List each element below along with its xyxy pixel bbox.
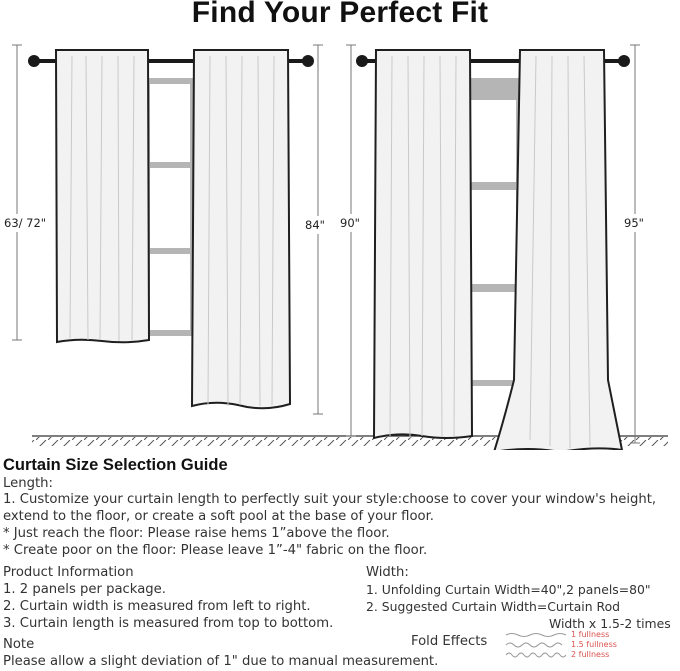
- width-line-3: Width x 1.5-2 times: [549, 616, 671, 631]
- right-short-measure-label: 90": [340, 216, 360, 230]
- product-line-3: 3. Curtain length is measured from top to bottom.: [3, 616, 334, 631]
- note-text: Please allow a slight deviation of 1" due to manual measurement.: [3, 654, 439, 669]
- left-short-curtain: [56, 50, 149, 342]
- fold-item-3: 2 fullness: [571, 650, 610, 659]
- length-line-2: extend to the floor, or create a soft pool at the base of your floor.: [3, 509, 434, 524]
- right-floor-curtain: [374, 50, 472, 438]
- note-heading: Note: [3, 637, 35, 652]
- guide-heading: Curtain Size Selection Guide: [3, 456, 228, 474]
- fold-item-1: 1 fullness: [571, 630, 610, 639]
- right-long-measure-label: 95": [624, 216, 644, 230]
- width-line-1: 1. Unfolding Curtain Width=40",2 panels=80": [366, 582, 651, 597]
- length-heading: Length:: [3, 476, 53, 491]
- product-line-1: 1. 2 panels per package.: [3, 582, 166, 597]
- length-line-1: 1. Customize your curtain length to perfectly suit your style:choose to cover your window's height,: [3, 492, 657, 507]
- left-long-measure-label: 84": [305, 218, 325, 232]
- right-short-dimension: [338, 45, 366, 436]
- page-title: Find Your Perfect Fit: [191, 0, 489, 29]
- left-window: [145, 78, 195, 336]
- fold-effects-label: Fold Effects: [411, 634, 488, 649]
- length-line-4: * Create poor on the floor: Please leave 1”-4" fabric on the floor.: [3, 543, 428, 558]
- fold-item-2: 1.5 fullness: [571, 640, 617, 649]
- fold-wave-icons: [504, 630, 570, 662]
- product-heading: Product Information: [3, 565, 134, 580]
- left-long-curtain: [192, 50, 290, 408]
- width-heading: Width:: [366, 565, 409, 580]
- left-short-dimension: [2, 45, 48, 340]
- right-long-dimension: [620, 45, 652, 443]
- product-line-2: 2. Curtain width is measured from left to right.: [3, 599, 311, 614]
- length-line-3: * Just reach the floor: Please raise hems 1”above the floor.: [3, 526, 390, 541]
- width-line-2: 2. Suggested Curtain Width=Curtain Rod: [366, 599, 621, 614]
- left-short-measure-label: 63/ 72": [4, 216, 47, 230]
